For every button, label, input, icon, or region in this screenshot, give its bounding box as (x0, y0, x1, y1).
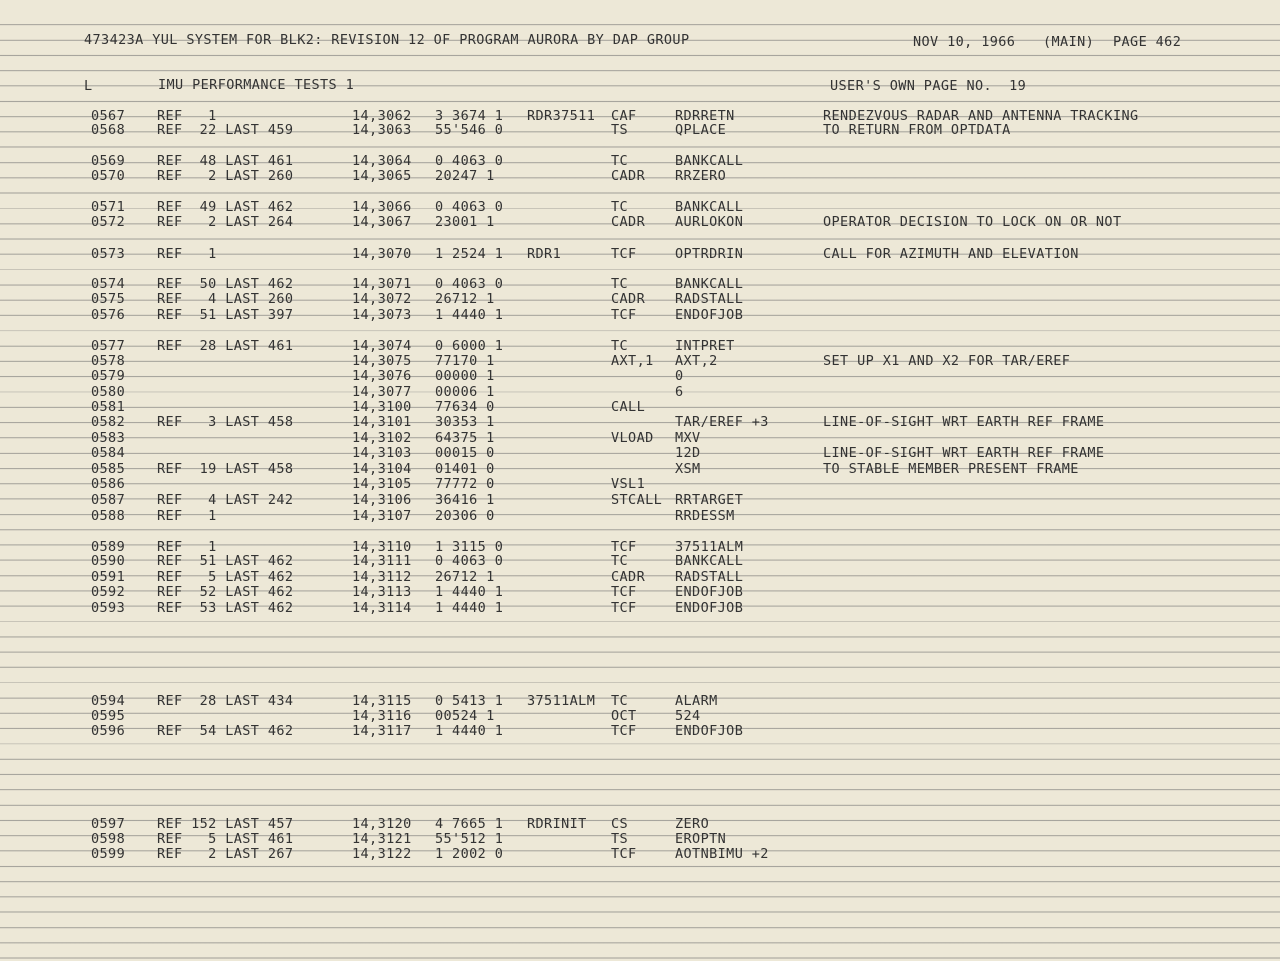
location: 14,3065 (352, 168, 412, 184)
octal-code: 1 2524 1 (435, 246, 504, 262)
opcode: CADR (611, 168, 646, 184)
octal-code: 00000 1 (435, 368, 495, 384)
octal-code: 77634 0 (435, 399, 495, 415)
operand: QPLACE (675, 122, 727, 138)
octal-code: 0 4063 0 (435, 153, 504, 169)
operand: BANKCALL (675, 553, 744, 569)
line-number: 0598 (91, 831, 126, 847)
location: 14,3064 (352, 153, 412, 169)
subheader-users-page: USER'S OWN PAGE NO. 19 (830, 78, 1027, 94)
octal-code: 20306 0 (435, 508, 495, 524)
operand: ZERO (675, 816, 710, 832)
location: 14,3117 (352, 723, 412, 739)
ref-field: REF 3 LAST 458 (157, 414, 294, 430)
subheader-title: IMU PERFORMANCE TESTS 1 (158, 77, 355, 93)
operand: RADSTALL (675, 569, 744, 585)
operand: 0 (675, 368, 684, 384)
operand: BANKCALL (675, 199, 744, 215)
ref-field: REF 2 LAST 267 (157, 846, 294, 862)
octal-code: 1 4440 1 (435, 307, 504, 323)
octal-code: 3 3674 1 (435, 108, 504, 124)
location: 14,3110 (352, 539, 412, 555)
comment: TO STABLE MEMBER PRESENT FRAME (823, 461, 1079, 477)
location: 14,3075 (352, 353, 412, 369)
opcode: CS (611, 816, 629, 832)
octal-code: 64375 1 (435, 430, 495, 446)
operand: 37511ALM (675, 539, 744, 555)
location: 14,3116 (352, 708, 412, 724)
location: 14,3105 (352, 476, 412, 492)
line-number: 0573 (91, 246, 126, 262)
line-number: 0599 (91, 846, 126, 862)
line-number: 0597 (91, 816, 126, 832)
ref-field: REF 51 LAST 462 (157, 553, 294, 569)
octal-code: 0 6000 1 (435, 338, 504, 354)
comment: TO RETURN FROM OPTDATA (823, 122, 1011, 138)
opcode: OCT (611, 708, 637, 724)
opcode: TCF (611, 584, 637, 600)
operand: EROPTN (675, 831, 727, 847)
octal-code: 0 5413 1 (435, 693, 504, 709)
operand: RRDESSM (675, 508, 735, 524)
opcode: TCF (611, 846, 637, 862)
line-number: 0587 (91, 492, 126, 508)
line-number: 0590 (91, 553, 126, 569)
octal-code: 1 3115 0 (435, 539, 504, 555)
line-number: 0572 (91, 214, 126, 230)
label: RDR1 (527, 246, 562, 262)
comment: LINE-OF-SIGHT WRT EARTH REF FRAME (823, 414, 1105, 430)
ref-field: REF 53 LAST 462 (157, 600, 294, 616)
ref-field: REF 51 LAST 397 (157, 307, 294, 323)
ref-field: REF 1 (157, 508, 217, 524)
operand: ALARM (675, 693, 718, 709)
opcode: VSL1 (611, 476, 646, 492)
line-number: 0571 (91, 199, 126, 215)
line-number: 0583 (91, 430, 126, 446)
location: 14,3063 (352, 122, 412, 138)
line-number: 0575 (91, 291, 126, 307)
line-number: 0596 (91, 723, 126, 739)
ref-field: REF 5 LAST 462 (157, 569, 294, 585)
operand: OPTRDRIN (675, 246, 744, 262)
opcode: TCF (611, 539, 637, 555)
octal-code: 1 2002 0 (435, 846, 504, 862)
operand: AXT,2 (675, 353, 718, 369)
location: 14,3070 (352, 246, 412, 262)
line-number: 0582 (91, 414, 126, 430)
line-number: 0595 (91, 708, 126, 724)
octal-code: 00015 0 (435, 445, 495, 461)
octal-code: 4 7665 1 (435, 816, 504, 832)
location: 14,3101 (352, 414, 412, 430)
opcode: TCF (611, 307, 637, 323)
ref-field: REF 1 (157, 108, 217, 124)
opcode: TC (611, 693, 629, 709)
octal-code: 77772 0 (435, 476, 495, 492)
location: 14,3106 (352, 492, 412, 508)
location: 14,3071 (352, 276, 412, 292)
comment: LINE-OF-SIGHT WRT EARTH REF FRAME (823, 445, 1105, 461)
label: RDR37511 (527, 108, 596, 124)
location: 14,3112 (352, 569, 412, 585)
octal-code: 0 4063 0 (435, 553, 504, 569)
ref-field: REF 4 LAST 260 (157, 291, 294, 307)
octal-code: 00524 1 (435, 708, 495, 724)
ref-field: REF 52 LAST 462 (157, 584, 294, 600)
operand: RADSTALL (675, 291, 744, 307)
ref-field: REF 5 LAST 461 (157, 831, 294, 847)
location: 14,3072 (352, 291, 412, 307)
operand: MXV (675, 430, 701, 446)
line-number: 0580 (91, 384, 126, 400)
comment: SET UP X1 AND X2 FOR TAR/EREF (823, 353, 1071, 369)
location: 14,3077 (352, 384, 412, 400)
operand: BANKCALL (675, 276, 744, 292)
ref-field: REF 49 LAST 462 (157, 199, 294, 215)
opcode: TC (611, 199, 629, 215)
ref-field: REF 54 LAST 462 (157, 723, 294, 739)
line-number: 0594 (91, 693, 126, 709)
operand: RRTARGET (675, 492, 744, 508)
operand: XSM (675, 461, 701, 477)
location: 14,3113 (352, 584, 412, 600)
line-number: 0589 (91, 539, 126, 555)
line-number: 0592 (91, 584, 126, 600)
line-number: 0570 (91, 168, 126, 184)
opcode: TC (611, 338, 629, 354)
line-number: 0576 (91, 307, 126, 323)
subheader-marker: L (84, 78, 93, 94)
octal-code: 01401 0 (435, 461, 495, 477)
line-number: 0577 (91, 338, 126, 354)
ref-field: REF 1 (157, 246, 217, 262)
octal-code: 1 4440 1 (435, 723, 504, 739)
operand: BANKCALL (675, 153, 744, 169)
location: 14,3076 (352, 368, 412, 384)
octal-code: 00006 1 (435, 384, 495, 400)
ref-field: REF 28 LAST 434 (157, 693, 294, 709)
opcode: TCF (611, 246, 637, 262)
header-date: NOV 10, 1966 (913, 34, 1016, 50)
ref-field: REF 2 LAST 264 (157, 214, 294, 230)
line-number: 0581 (91, 399, 126, 415)
location: 14,3121 (352, 831, 412, 847)
opcode: CALL (611, 399, 646, 415)
octal-code: 0 4063 0 (435, 199, 504, 215)
octal-code: 1 4440 1 (435, 600, 504, 616)
label: 37511ALM (527, 693, 596, 709)
octal-code: 1 4440 1 (435, 584, 504, 600)
ref-field: REF 22 LAST 459 (157, 122, 294, 138)
ref-field: REF 2 LAST 260 (157, 168, 294, 184)
opcode: TS (611, 122, 629, 138)
comment: OPERATOR DECISION TO LOCK ON OR NOT (823, 214, 1122, 230)
opcode: TC (611, 276, 629, 292)
line-number: 0568 (91, 122, 126, 138)
octal-code: 77170 1 (435, 353, 495, 369)
octal-code: 26712 1 (435, 291, 495, 307)
operand: AOTNBIMU +2 (675, 846, 769, 862)
operand: ENDOFJOB (675, 600, 744, 616)
location: 14,3067 (352, 214, 412, 230)
line-number: 0588 (91, 508, 126, 524)
header-page: PAGE 462 (1113, 34, 1182, 50)
octal-code: 0 4063 0 (435, 276, 504, 292)
opcode: CAF (611, 108, 637, 124)
location: 14,3103 (352, 445, 412, 461)
location: 14,3074 (352, 338, 412, 354)
opcode: VLOAD (611, 430, 654, 446)
opcode: AXT,1 (611, 353, 654, 369)
ref-field: REF 19 LAST 458 (157, 461, 294, 477)
header-title: 473423A YUL SYSTEM FOR BLK2: REVISION 12 OF PROGRAM AURORA BY DAP GROUP (84, 32, 690, 48)
comment: RENDEZVOUS RADAR AND ANTENNA TRACKING (823, 108, 1139, 124)
label: RDRINIT (527, 816, 587, 832)
operand: AURLOKON (675, 214, 744, 230)
octal-code: 23001 1 (435, 214, 495, 230)
operand: 6 (675, 384, 684, 400)
location: 14,3102 (352, 430, 412, 446)
ref-field: REF 50 LAST 462 (157, 276, 294, 292)
operand: 524 (675, 708, 701, 724)
octal-code: 30353 1 (435, 414, 495, 430)
opcode: TC (611, 553, 629, 569)
header-main: (MAIN) (1043, 34, 1095, 50)
octal-code: 36416 1 (435, 492, 495, 508)
opcode: CADR (611, 291, 646, 307)
line-number: 0578 (91, 353, 126, 369)
opcode: TCF (611, 723, 637, 739)
line-number: 0569 (91, 153, 126, 169)
opcode: TC (611, 153, 629, 169)
line-number: 0593 (91, 600, 126, 616)
octal-code: 20247 1 (435, 168, 495, 184)
line-number: 0574 (91, 276, 126, 292)
location: 14,3100 (352, 399, 412, 415)
ref-field: REF 28 LAST 461 (157, 338, 294, 354)
comment: CALL FOR AZIMUTH AND ELEVATION (823, 246, 1079, 262)
line-number: 0567 (91, 108, 126, 124)
operand: INTPRET (675, 338, 735, 354)
opcode: CADR (611, 569, 646, 585)
location: 14,3120 (352, 816, 412, 832)
ref-field: REF 1 (157, 539, 217, 555)
opcode: STCALL (611, 492, 663, 508)
location: 14,3111 (352, 553, 412, 569)
location: 14,3114 (352, 600, 412, 616)
line-number: 0586 (91, 476, 126, 492)
operand: ENDOFJOB (675, 723, 744, 739)
location: 14,3122 (352, 846, 412, 862)
line-number: 0591 (91, 569, 126, 585)
operand: 12D (675, 445, 701, 461)
location: 14,3066 (352, 199, 412, 215)
ref-field: REF 4 LAST 242 (157, 492, 294, 508)
opcode: TS (611, 831, 629, 847)
location: 14,3062 (352, 108, 412, 124)
location: 14,3115 (352, 693, 412, 709)
operand: TAR/EREF +3 (675, 414, 769, 430)
location: 14,3104 (352, 461, 412, 477)
octal-code: 55'512 1 (435, 831, 504, 847)
location: 14,3073 (352, 307, 412, 323)
operand: ENDOFJOB (675, 584, 744, 600)
opcode: TCF (611, 600, 637, 616)
ref-field: REF 48 LAST 461 (157, 153, 294, 169)
operand: RRZERO (675, 168, 727, 184)
line-number: 0584 (91, 445, 126, 461)
location: 14,3107 (352, 508, 412, 524)
operand: RDRRETN (675, 108, 735, 124)
octal-code: 26712 1 (435, 569, 495, 585)
operand: ENDOFJOB (675, 307, 744, 323)
line-number: 0579 (91, 368, 126, 384)
octal-code: 55'546 0 (435, 122, 504, 138)
line-number: 0585 (91, 461, 126, 477)
ref-field: REF 152 LAST 457 (157, 816, 294, 832)
opcode: CADR (611, 214, 646, 230)
